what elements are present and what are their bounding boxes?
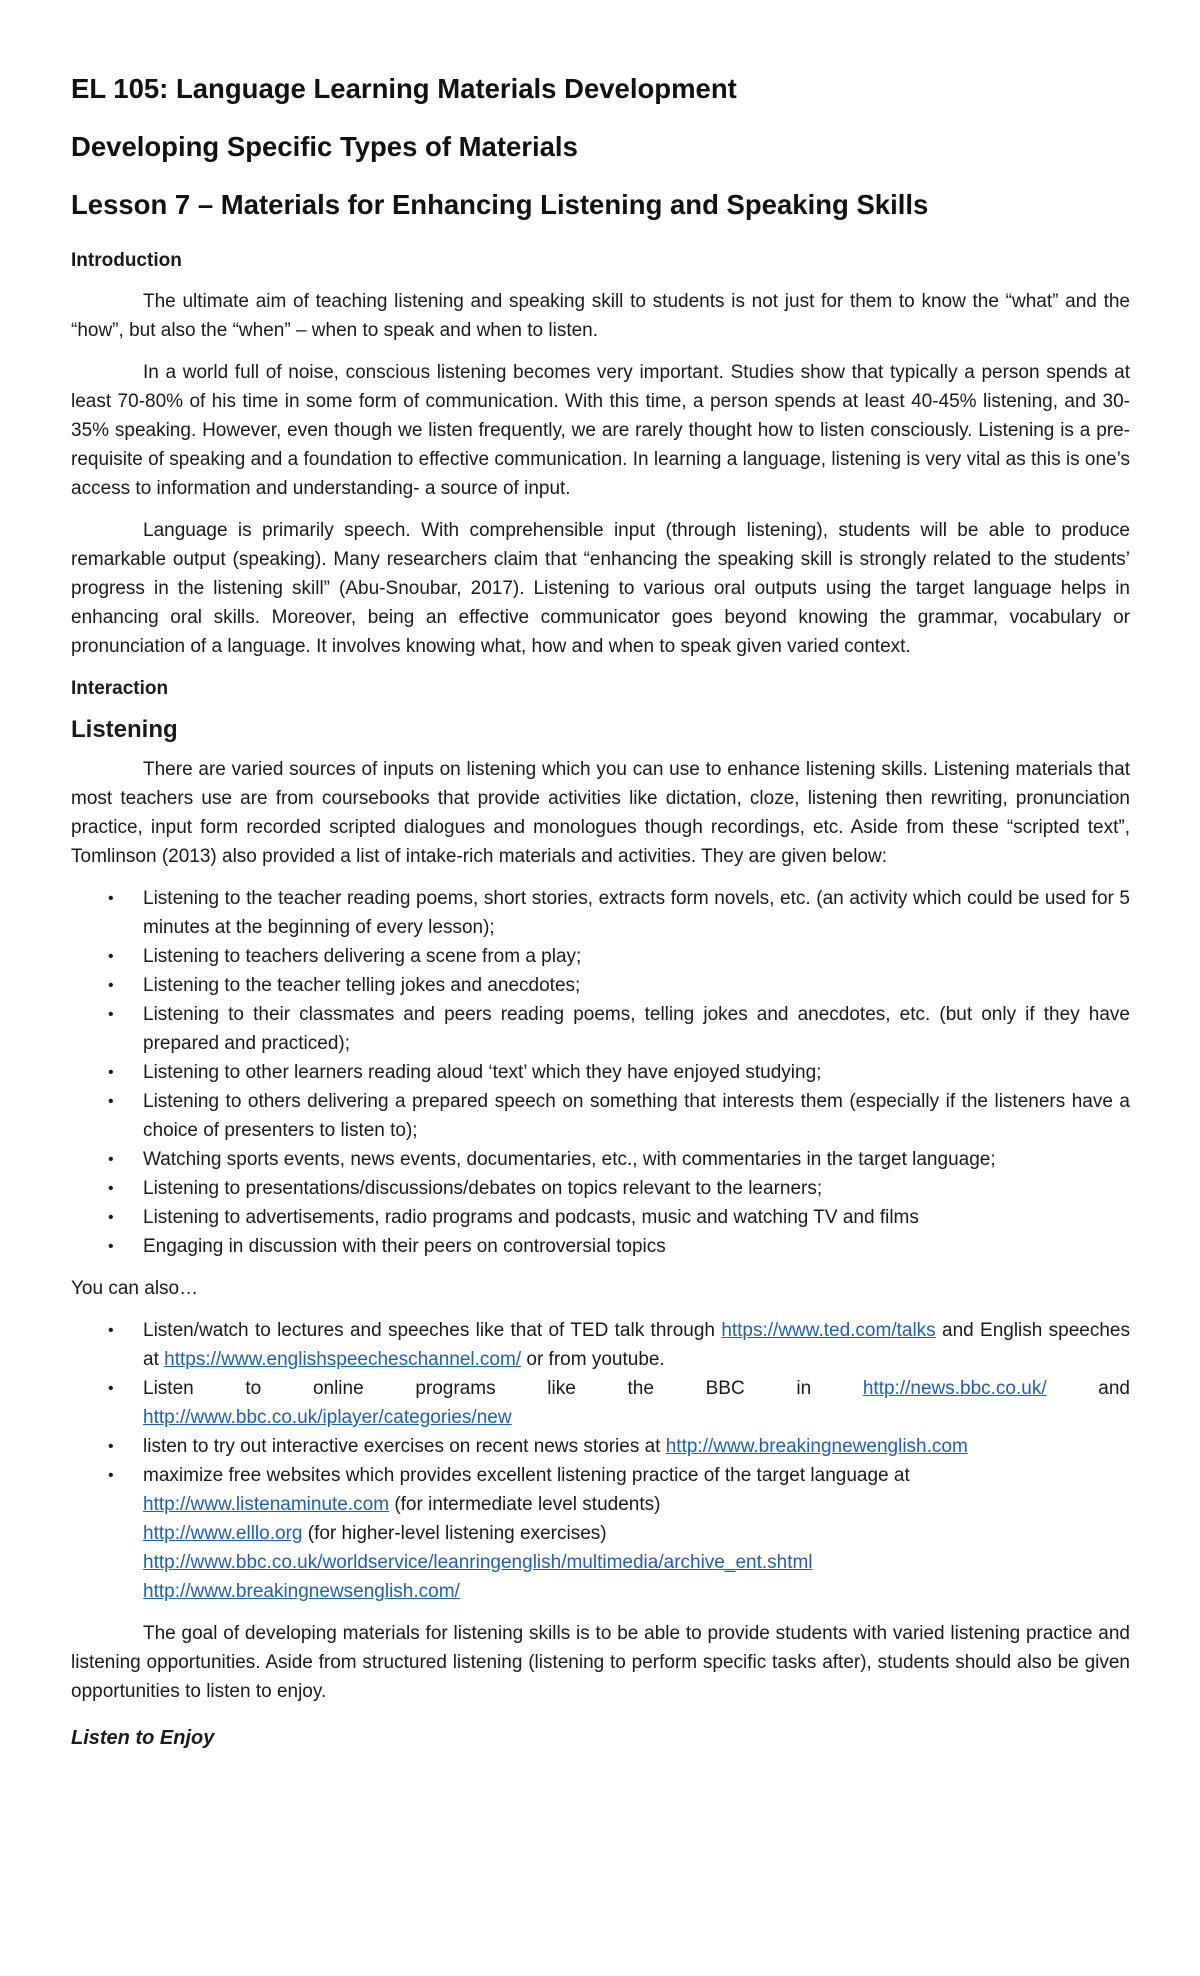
list-item-ted (71, 1316, 1130, 1374)
intro-paragraph-2: In a world full of noise, conscious listening becomes very important. Studies show that typically a person spends at least 70-80% of his time in some form of communication. With this time, a person spends at least 40-45% listening, and 30-35% speaking. However, even though we listen frequently, we are rarely thought how to listen consciously. Listening is a pre-requisite of speaking and a foundation to effective communication. In learning a language, listening is very vital as this is one’s access to information and understanding- a source of input. (71, 362, 1130, 499)
bbc-word: like (547, 1378, 576, 1399)
list-item (71, 1058, 1130, 1087)
list-item-text: Listening to their classmates and peers reading poems, telling jokes and anecdotes, etc. (but only if they have prepared and practiced); (143, 1004, 1130, 1054)
free-site-line (143, 1548, 1130, 1577)
intake-activities-list (71, 884, 1130, 1261)
intro-paragraph-3: Language is primarily speech. With comprehensible input (through listening), students will be able to produce remarkable output (speaking). Many researchers claim that “enhancing the speaking skill is strongly related to the students’ progress in the listening skill” (Abu-Snoubar, 2017). Listening to various oral outputs using the target language helps in enhancing oral skills. Moreover, being an effective communicator goes beyond knowing the grammar, vocabulary or pronunciation of a language. It involves knowing what, how and when to speak given varied context. (71, 520, 1130, 657)
list-item-free-websites (71, 1461, 1130, 1606)
bbc-word: the (627, 1378, 654, 1399)
bbc-worldservice-link[interactable]: http://www.bbc.co.uk/worldservice/leanringenglish/multimedia/archive_ent.shtml (143, 1552, 813, 1573)
bbc-line (143, 1374, 1130, 1403)
bullet-icon: • (108, 890, 114, 907)
ted-text-post: or from youtube. (521, 1349, 665, 1370)
list-item (71, 1203, 1130, 1232)
bbc-word: in (796, 1378, 812, 1399)
bullet-icon: • (108, 1322, 114, 1339)
bullet-icon: • (108, 1438, 114, 1455)
list-item-text: Listening to other learners reading aloud ‘text’ which they have enjoyed studying; (143, 1062, 822, 1083)
free-site-line (143, 1490, 1130, 1519)
bbc-and: and (1098, 1378, 1130, 1399)
unit-title: Developing Specific Types of Materials (71, 131, 578, 162)
intro-paragraph-1: The ultimate aim of teaching listening and speaking skill to students is not just for them to know the “what” and the “how”, but also the “when” – when to speak and when to listen. (71, 291, 1130, 341)
listening-paragraph: There are varied sources of inputs on listening which you can use to enhance listening skills. Listening materials that most teachers use are from coursebooks that provide activities like dictation, cloze, listening then rewriting, pronunciation practice, input form recorded scripted dialogues and monologues though recordings, etc. Aside from these “scripted text”, Tomlinson (2013) also provided a list of intake-rich materials and activities. They are given below: (71, 759, 1130, 867)
list-item (71, 1174, 1130, 1203)
lesson-title: Lesson 7 – Materials for Enhancing Listening and Speaking Skills (71, 189, 929, 220)
bullet-icon: • (108, 1006, 114, 1023)
ted-talks-link[interactable]: https://www.ted.com/talks (721, 1320, 936, 1341)
introduction-heading: Introduction (71, 250, 182, 271)
elllo-link[interactable]: http://www.elllo.org (143, 1523, 303, 1544)
bbc-word: programs (415, 1378, 496, 1399)
free-site-line (143, 1519, 1130, 1548)
listenaminute-link[interactable]: http://www.listenaminute.com (143, 1494, 390, 1515)
list-item (71, 1087, 1130, 1145)
bullet-icon: • (108, 1238, 114, 1255)
listen-to-enjoy-heading: Listen to Enjoy (71, 1727, 215, 1749)
breaking-news-english-link[interactable]: http://www.breakingnewenglish.com (665, 1436, 968, 1457)
bbc-line-2 (143, 1403, 1130, 1432)
list-item-text: Listening to the teacher telling jokes and anecdotes; (143, 975, 581, 996)
bullet-icon: • (108, 1467, 114, 1484)
english-speeches-link[interactable]: https://www.englishspeecheschannel.com/ (164, 1349, 522, 1370)
bbc-iplayer-link[interactable]: http://www.bbc.co.uk/iplayer/categories/new (143, 1407, 512, 1428)
ted-text-pre: Listen/watch to lectures and speeches like that of TED talk through (143, 1320, 722, 1341)
bullet-icon: • (108, 1180, 114, 1197)
list-item-text: Listening to the teacher reading poems, short stories, extracts form novels, etc. (an activity which could be used for 5 minutes at the beginning of every lesson); (143, 888, 1130, 938)
bullet-icon: • (108, 1380, 114, 1397)
free-site-line (143, 1577, 1130, 1606)
listening-heading: Listening (71, 716, 178, 743)
listenaminute-note: (for intermediate level students) (389, 1494, 661, 1515)
list-item-breaking (71, 1432, 1130, 1461)
elllo-note: (for higher-level listening exercises) (302, 1523, 607, 1544)
bullet-icon: • (108, 1093, 114, 1110)
bullet-icon: • (108, 948, 114, 965)
course-title: EL 105: Language Learning Materials Development (71, 73, 737, 104)
bullet-icon: • (108, 977, 114, 994)
free-websites-text: maximize free websites which provides excellent listening practice of the target language at (143, 1465, 910, 1486)
bbc-word: to (245, 1378, 262, 1399)
list-item (71, 971, 1130, 1000)
list-item-text: Listening to others delivering a prepared speech on something that interests them (especially if the listeners have a choice of presenters to listen to); (143, 1091, 1130, 1141)
list-item (71, 942, 1130, 971)
list-item (71, 884, 1130, 942)
bullet-icon: • (108, 1151, 114, 1168)
ted-text-mid: and English speeches at (143, 1320, 1130, 1370)
interaction-heading: Interaction (71, 678, 169, 699)
list-item-text: Engaging in discussion with their peers on controversial topics (143, 1236, 666, 1257)
list-item (71, 1000, 1130, 1058)
list-item-text: Listening to teachers delivering a scene from a play; (143, 946, 582, 967)
closing-paragraph: The goal of developing materials for listening skills is to be able to provide students with varied listening practice and listening opportunities. Aside from structured listening (listening to perform specific tasks after), students should also be given opportunities to listen to enjoy. (71, 1623, 1130, 1702)
bbc-word: online (312, 1378, 364, 1399)
bullet-icon: • (108, 1064, 114, 1081)
you-can-also-label: You can also… (71, 1278, 199, 1299)
list-item-text: Listening to advertisements, radio programs and podcasts, music and watching TV and films (143, 1207, 919, 1228)
list-item-bbc (71, 1374, 1130, 1432)
breaking-text: listen to try out interactive exercises on recent news stories at (143, 1436, 666, 1457)
list-item-text: Listening to presentations/discussions/debates on topics relevant to the learners; (143, 1178, 823, 1199)
bullet-icon: • (108, 1209, 114, 1226)
breakingnewsenglish-link[interactable]: http://www.breakingnewsenglish.com/ (143, 1581, 460, 1602)
online-resources-list (71, 1316, 1130, 1606)
list-item (71, 1232, 1130, 1261)
bbc-word: BBC (705, 1378, 745, 1399)
bbc-word: Listen (143, 1378, 194, 1399)
list-item-text: Watching sports events, news events, documentaries, etc., with commentaries in the target language; (143, 1149, 996, 1170)
list-item (71, 1145, 1130, 1174)
bbc-news-link[interactable]: http://news.bbc.co.uk/ (862, 1378, 1047, 1399)
